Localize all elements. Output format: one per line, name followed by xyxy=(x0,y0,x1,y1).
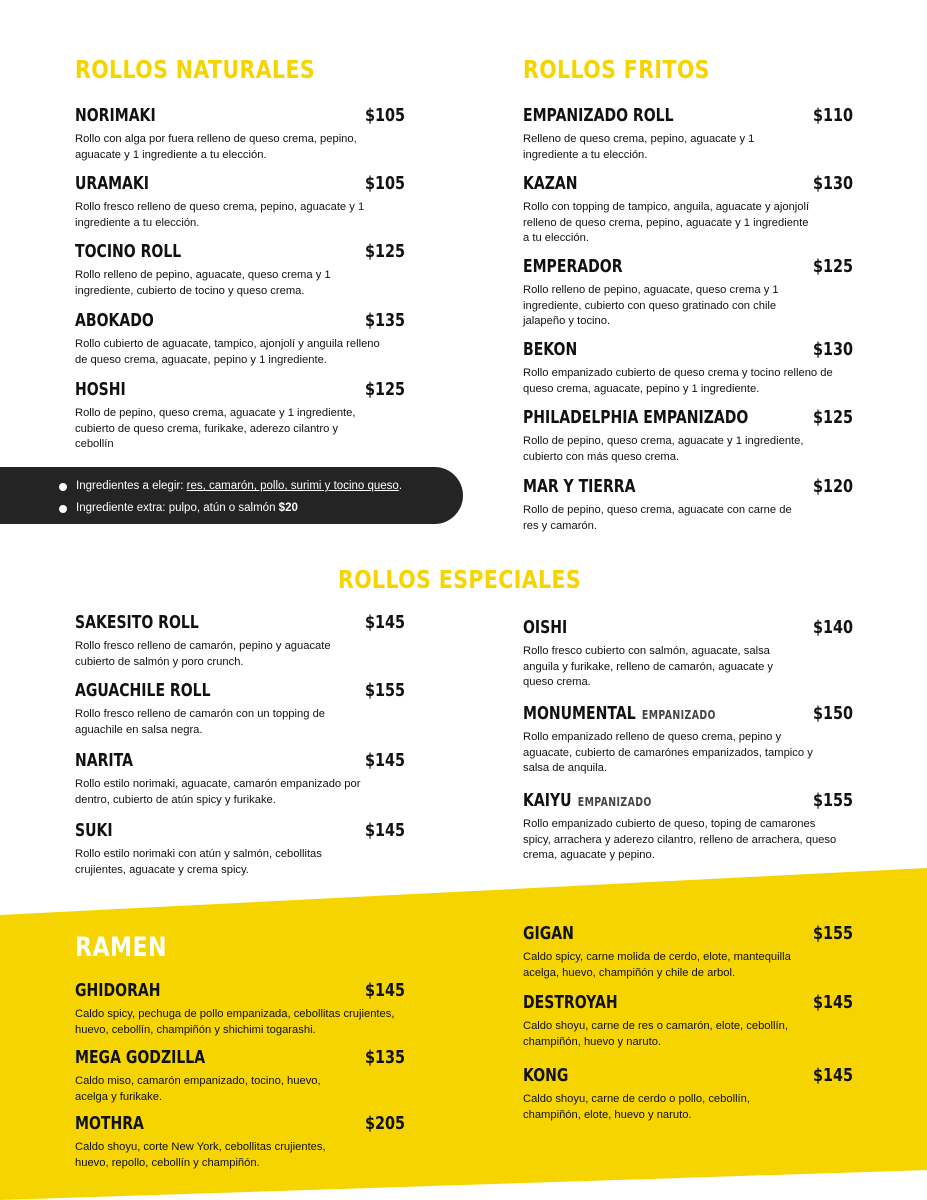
item-name: NORIMAKI xyxy=(75,105,156,126)
ingredients-choice-line xyxy=(76,480,402,492)
item-name: TOCINO ROLL xyxy=(75,241,182,262)
item-description: Rollo de pepino, queso crema, aguacate y 1 ingrediente, cubierto con más queso crema. xyxy=(523,435,804,463)
item-price: $145 xyxy=(365,612,406,633)
item-name xyxy=(523,705,716,723)
item-price: $145 xyxy=(365,820,406,841)
item-price: $145 xyxy=(813,992,854,1013)
item-price: $130 xyxy=(813,339,854,360)
item-name: KONG xyxy=(523,1065,569,1086)
item-price: $120 xyxy=(813,476,854,497)
section-title-ramen: RAMEN xyxy=(75,932,167,963)
item-price: $155 xyxy=(365,680,406,701)
item-name: GHIDORAH xyxy=(75,980,161,1001)
ingredient-extra-label: Ingrediente extra: pulpo, atún o salmón xyxy=(76,502,279,514)
item-description: Rollo fresco cubierto con salmón, aguacate, salsa anguila y furikake, relleno de camarón, aguacate y queso crema. xyxy=(523,645,774,688)
item-description: Rollo de pepino, queso crema, aguacate y 1 ingrediente, cubierto de queso crema, furikake, aderezo cilantro y cebollín xyxy=(75,407,356,450)
item-price: $155 xyxy=(813,790,854,811)
item-name: HOSHI xyxy=(75,379,126,400)
item-description: Rollo fresco relleno de camarón, pepino y aguacate cubierto de salmón y poro crunch. xyxy=(75,640,331,668)
item-description: Rollo estilo norimaki, aguacate, camarón empanizado por dentro, cubierto de atún spicy y furikake. xyxy=(75,778,361,806)
ingredient-extra-line xyxy=(76,502,298,514)
item-price: $110 xyxy=(813,105,854,126)
item-price: $145 xyxy=(813,1065,854,1086)
item-price: $205 xyxy=(365,1113,406,1134)
ingredients-ribbon xyxy=(0,467,463,524)
item-price: $145 xyxy=(365,750,406,771)
item-description: Rollo empanizado cubierto de queso crema y tocino relleno de queso crema, aguacate, pepino y 1 ingrediente. xyxy=(523,367,833,395)
item-description: Caldo spicy, carne molida de cerdo, elote, mantequilla acelga, huevo, champiñón y chile de arbol. xyxy=(523,951,791,979)
item-name-text: MONUMENTAL xyxy=(523,703,636,724)
bullet-icon xyxy=(59,505,67,513)
item-description: Rollo empanizado cubierto de queso, toping de camarones spicy, arrachera y aderezo cilantro, relleno de arrachera, queso crema, aguacate y pepino. xyxy=(523,818,837,861)
item-name: MOTHRA xyxy=(75,1113,144,1134)
item-name: SUKI xyxy=(75,820,113,841)
ingredients-choice-value: res, camarón, pollo, surimi y tocino queso xyxy=(186,480,399,492)
item-description: Rollo con alga por fuera relleno de queso crema, pepino, aguacate y 1 ingrediente a tu elección. xyxy=(75,133,357,161)
item-description: Relleno de queso crema, pepino, aguacate y 1 ingrediente a tu elección. xyxy=(523,133,755,161)
item-tag: EMPANIZADO xyxy=(641,708,716,722)
item-name: ABOKADO xyxy=(75,310,154,331)
section-title-naturales: ROLLOS NATURALES xyxy=(75,55,316,84)
item-price: $140 xyxy=(813,617,854,638)
item-name: GIGAN xyxy=(523,923,574,944)
item-price: $125 xyxy=(813,407,854,428)
ingredient-extra-price: $20 xyxy=(278,502,298,514)
item-description: Caldo shoyu, carne de cerdo o pollo, cebollín, champiñón, elote, huevo y naruto. xyxy=(523,1093,751,1121)
item-price: $125 xyxy=(365,241,406,262)
item-name: DESTROYAH xyxy=(523,992,618,1013)
item-description: Caldo spicy, pechuga de pollo empanizada, cebollitas crujientes, huevo, cebollín, champiñón y shichimi togarashi. xyxy=(75,1008,395,1036)
item-tag: EMPANIZADO xyxy=(577,795,652,809)
item-description: Rollo estilo norimaki con atún y salmón, cebollitas crujientes, aguacate y crema spicy. xyxy=(75,848,322,876)
item-name: BEKON xyxy=(523,339,578,360)
item-price: $130 xyxy=(813,173,854,194)
item-name: KAZAN xyxy=(523,173,578,194)
item-name xyxy=(523,792,652,810)
item-price: $155 xyxy=(813,923,854,944)
item-name: EMPANIZADO ROLL xyxy=(523,105,674,126)
item-name: MEGA GODZILLA xyxy=(75,1047,206,1068)
item-description: Rollo cubierto de aguacate, tampico, ajonjolí y anguila relleno de queso crema, aguacate, pepino y 1 ingrediente. xyxy=(75,338,380,366)
ingredients-choice-end: . xyxy=(398,480,403,492)
item-price: $125 xyxy=(365,379,406,400)
item-price: $125 xyxy=(813,256,854,277)
item-name: PHILADELPHIA EMPANIZADO xyxy=(523,407,749,428)
item-description: Rollo empanizado relleno de queso crema, pepino y aguacate, cubierto de camarónes empanizados, tampico y salsa de anquila. xyxy=(523,731,813,774)
item-name: EMPERADOR xyxy=(523,256,623,277)
item-name: OISHI xyxy=(523,617,568,638)
item-description: Rollo con topping de tampico, anguila, aguacate y ajonjolí relleno de queso crema, pepino, aguacate y 1 ingrediente a tu elección. xyxy=(523,201,810,244)
item-description: Rollo fresco relleno de camarón con un topping de aguachile en salsa negra. xyxy=(75,708,326,736)
item-name-text: KAIYU xyxy=(523,790,572,811)
item-name: AGUACHILE ROLL xyxy=(75,680,211,701)
item-description: Caldo shoyu, carne de res o camarón, elote, cebollín, champiñón, huevo y naruto. xyxy=(523,1020,788,1048)
item-description: Rollo relleno de pepino, aguacate, queso crema y 1 ingrediente, cubierto con queso gratinado con chile jalapeño y tocino. xyxy=(523,284,779,327)
item-description: Rollo de pepino, queso crema, aguacate con carne de res y camarón. xyxy=(523,504,792,532)
item-price: $150 xyxy=(813,703,854,724)
item-price: $145 xyxy=(365,980,406,1001)
item-description: Rollo fresco relleno de queso crema, pepino, aguacate y 1 ingrediente a tu elección. xyxy=(75,201,365,229)
item-name: NARITA xyxy=(75,750,134,771)
item-price: $105 xyxy=(365,105,406,126)
item-description: Rollo relleno de pepino, aguacate, queso crema y 1 ingrediente, cubierto de tocino y queso crema. xyxy=(75,269,331,297)
bullet-icon xyxy=(59,483,67,491)
section-title-especiales: ROLLOS ESPECIALES xyxy=(338,565,582,594)
item-name: MAR Y TIERRA xyxy=(523,476,636,497)
item-name: URAMAKI xyxy=(75,173,150,194)
ingredients-choice-label: Ingredientes a elegir: xyxy=(76,480,187,492)
section-title-fritos: ROLLOS FRITOS xyxy=(523,55,710,84)
item-price: $135 xyxy=(365,1047,406,1068)
item-description: Caldo miso, camarón empanizado, tocino, huevo, acelga y furikake. xyxy=(75,1075,321,1103)
item-name: SAKESITO ROLL xyxy=(75,612,199,633)
item-price: $105 xyxy=(365,173,406,194)
item-price: $135 xyxy=(365,310,406,331)
item-description: Caldo shoyu, corte New York, cebollitas crujientes, huevo, repollo, cebollín y champiñón. xyxy=(75,1141,326,1169)
